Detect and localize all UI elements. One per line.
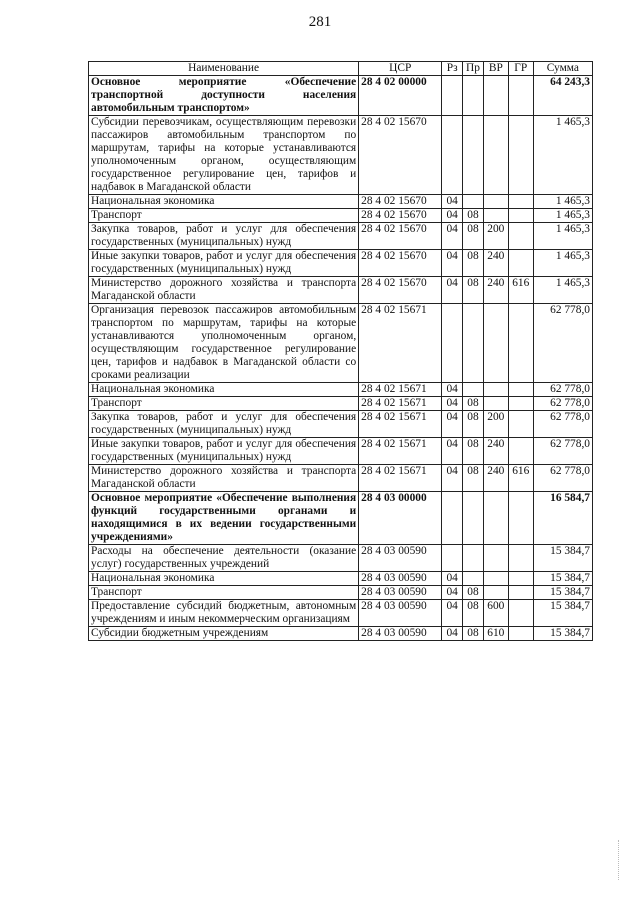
row-pr-cell: 08 — [463, 600, 484, 627]
row-csr-cell: 28 4 02 15670 — [359, 195, 442, 209]
row-name-cell: Организация перевозок пассажиров автомобильным транспортом по маршрутам, тарифы на которые устанавливаются уполномоченным органом, осуществляющим государственное регулирование цен, тарифов и надбавок в Магаданской области со сроками реализации — [89, 304, 359, 383]
header-sum: Сумма — [533, 62, 592, 76]
row-name-cell: Субсидии перевозчикам, осуществляющим перевозки пассажиров автомобильным транспортом по маршрутам, тарифы на которые устанавливаются уполномоченным органом, осуществляющим государственное регулирование цен, тарифов и надбавок в Магаданской области — [89, 116, 359, 195]
row-pr-cell — [463, 545, 484, 572]
row-vr-cell: 240 — [483, 438, 508, 465]
header-name: Наименование — [89, 62, 359, 76]
row-name-cell: Предоставление субсидий бюджетным, автономным учреждениям и иным некоммерческим организациям — [89, 600, 359, 627]
row-sum-cell: 15 384,7 — [533, 572, 592, 586]
row-name-cell: Национальная экономика — [89, 383, 359, 397]
row-gr-cell — [508, 116, 533, 195]
table-header-row — [89, 62, 593, 76]
header-gr: ГР — [508, 62, 533, 76]
row-sum-cell: 15 384,7 — [533, 545, 592, 572]
row-vr-cell: 240 — [483, 250, 508, 277]
row-csr-cell: 28 4 02 15671 — [359, 304, 442, 383]
row-gr-cell — [508, 572, 533, 586]
row-gr-cell — [508, 223, 533, 250]
row-pr-cell — [463, 572, 484, 586]
row-pr-cell — [463, 76, 484, 116]
row-gr-cell — [508, 209, 533, 223]
row-name-cell: Основное мероприятие «Обеспечение транспортной доступности населения автомобильным транспортом» — [89, 76, 359, 116]
row-pr-cell: 08 — [463, 397, 484, 411]
row-name-cell: Субсидии бюджетным учреждениям — [89, 627, 359, 641]
table-row — [89, 492, 593, 545]
row-gr-cell — [508, 545, 533, 572]
row-csr-cell: 28 4 03 00590 — [359, 572, 442, 586]
header-pr: Пр — [463, 62, 484, 76]
row-csr-cell: 28 4 03 00590 — [359, 586, 442, 600]
table-row — [89, 250, 593, 277]
row-csr-cell: 28 4 02 15671 — [359, 438, 442, 465]
row-pr-cell — [463, 383, 484, 397]
row-vr-cell — [483, 304, 508, 383]
row-vr-cell: 240 — [483, 465, 508, 492]
row-rz-cell: 04 — [442, 195, 463, 209]
row-csr-cell: 28 4 03 00590 — [359, 627, 442, 641]
row-vr-cell: 600 — [483, 600, 508, 627]
row-name-cell: Транспорт — [89, 586, 359, 600]
row-sum-cell: 1 465,3 — [533, 209, 592, 223]
row-sum-cell: 16 584,7 — [533, 492, 592, 545]
row-gr-cell — [508, 195, 533, 209]
row-name-cell: Основное мероприятие «Обеспечение выполнения функций государственными органами и находящимися в их ведении государственными учреждениями» — [89, 492, 359, 545]
table-body — [89, 76, 593, 641]
scan-margin-mark — [618, 840, 621, 880]
table-row — [89, 600, 593, 627]
table-row — [89, 465, 593, 492]
row-vr-cell — [483, 116, 508, 195]
row-rz-cell — [442, 116, 463, 195]
row-sum-cell: 15 384,7 — [533, 600, 592, 627]
row-gr-cell — [508, 304, 533, 383]
row-gr-cell: 616 — [508, 465, 533, 492]
row-pr-cell: 08 — [463, 250, 484, 277]
header-csr: ЦСР — [359, 62, 442, 76]
row-sum-cell: 64 243,3 — [533, 76, 592, 116]
row-name-cell: Расходы на обеспечение деятельности (оказание услуг) государственных учреждений — [89, 545, 359, 572]
row-sum-cell: 62 778,0 — [533, 438, 592, 465]
row-rz-cell — [442, 76, 463, 116]
row-name-cell: Министерство дорожного хозяйства и транспорта Магаданской области — [89, 465, 359, 492]
row-pr-cell — [463, 195, 484, 209]
row-pr-cell: 08 — [463, 586, 484, 600]
row-name-cell: Транспорт — [89, 397, 359, 411]
row-gr-cell — [508, 250, 533, 277]
row-sum-cell: 62 778,0 — [533, 397, 592, 411]
page-number: 281 — [308, 14, 332, 30]
row-vr-cell — [483, 76, 508, 116]
table-row — [89, 195, 593, 209]
row-gr-cell — [508, 586, 533, 600]
row-sum-cell: 15 384,7 — [533, 586, 592, 600]
row-csr-cell: 28 4 03 00590 — [359, 600, 442, 627]
row-csr-cell: 28 4 02 15670 — [359, 116, 442, 195]
table-row — [89, 223, 593, 250]
row-name-cell: Иные закупки товаров, работ и услуг для обеспечения государственных (муниципальных) нужд — [89, 438, 359, 465]
row-csr-cell: 28 4 03 00000 — [359, 492, 442, 545]
row-gr-cell: 616 — [508, 277, 533, 304]
row-rz-cell: 04 — [442, 209, 463, 223]
table-row — [89, 411, 593, 438]
row-sum-cell: 62 778,0 — [533, 465, 592, 492]
row-csr-cell: 28 4 02 15671 — [359, 383, 442, 397]
row-gr-cell — [508, 411, 533, 438]
row-vr-cell: 200 — [483, 411, 508, 438]
row-vr-cell — [483, 397, 508, 411]
row-vr-cell — [483, 383, 508, 397]
row-vr-cell: 200 — [483, 223, 508, 250]
row-sum-cell: 1 465,3 — [533, 116, 592, 195]
row-name-cell: Национальная экономика — [89, 195, 359, 209]
table-row — [89, 383, 593, 397]
row-rz-cell: 04 — [442, 383, 463, 397]
header-rz: Рз — [442, 62, 463, 76]
row-name-cell: Министерство дорожного хозяйства и транспорта Магаданской области — [89, 277, 359, 304]
row-rz-cell: 04 — [442, 250, 463, 277]
table-row — [89, 116, 593, 195]
row-vr-cell — [483, 492, 508, 545]
row-name-cell: Иные закупки товаров, работ и услуг для обеспечения государственных (муниципальных) нужд — [89, 250, 359, 277]
row-csr-cell: 28 4 03 00590 — [359, 545, 442, 572]
row-pr-cell: 08 — [463, 438, 484, 465]
row-rz-cell: 04 — [442, 465, 463, 492]
row-name-cell: Национальная экономика — [89, 572, 359, 586]
row-rz-cell: 04 — [442, 586, 463, 600]
budget-table — [88, 61, 593, 641]
row-gr-cell — [508, 383, 533, 397]
table-row — [89, 586, 593, 600]
row-gr-cell — [508, 397, 533, 411]
table-row — [89, 277, 593, 304]
table-row — [89, 76, 593, 116]
row-rz-cell: 04 — [442, 411, 463, 438]
row-name-cell: Закупка товаров, работ и услуг для обеспечения государственных (муниципальных) нужд — [89, 411, 359, 438]
row-sum-cell: 1 465,3 — [533, 277, 592, 304]
row-sum-cell: 1 465,3 — [533, 250, 592, 277]
row-vr-cell — [483, 545, 508, 572]
row-pr-cell: 08 — [463, 277, 484, 304]
row-rz-cell — [442, 492, 463, 545]
row-pr-cell: 08 — [463, 209, 484, 223]
row-csr-cell: 28 4 02 15671 — [359, 465, 442, 492]
table-row — [89, 304, 593, 383]
header-vr: ВР — [483, 62, 508, 76]
row-pr-cell: 08 — [463, 411, 484, 438]
table-row — [89, 209, 593, 223]
row-rz-cell: 04 — [442, 600, 463, 627]
row-sum-cell: 62 778,0 — [533, 383, 592, 397]
row-name-cell: Транспорт — [89, 209, 359, 223]
row-rz-cell — [442, 304, 463, 383]
row-rz-cell: 04 — [442, 277, 463, 304]
row-vr-cell: 610 — [483, 627, 508, 641]
row-pr-cell: 08 — [463, 465, 484, 492]
table-row — [89, 545, 593, 572]
row-sum-cell: 62 778,0 — [533, 304, 592, 383]
row-rz-cell: 04 — [442, 438, 463, 465]
row-sum-cell: 15 384,7 — [533, 627, 592, 641]
row-sum-cell: 62 778,0 — [533, 411, 592, 438]
row-csr-cell: 28 4 02 15670 — [359, 250, 442, 277]
row-vr-cell: 240 — [483, 277, 508, 304]
row-gr-cell — [508, 627, 533, 641]
row-rz-cell: 04 — [442, 627, 463, 641]
row-gr-cell — [508, 600, 533, 627]
row-pr-cell: 08 — [463, 627, 484, 641]
row-csr-cell: 28 4 02 15670 — [359, 223, 442, 250]
row-csr-cell: 28 4 02 15670 — [359, 209, 442, 223]
row-gr-cell — [508, 76, 533, 116]
row-pr-cell — [463, 304, 484, 383]
row-rz-cell — [442, 545, 463, 572]
table-row — [89, 627, 593, 641]
table-row — [89, 572, 593, 586]
row-pr-cell — [463, 492, 484, 545]
row-vr-cell — [483, 195, 508, 209]
row-sum-cell: 1 465,3 — [533, 223, 592, 250]
row-sum-cell: 1 465,3 — [533, 195, 592, 209]
row-name-cell: Закупка товаров, работ и услуг для обеспечения государственных (муниципальных) нужд — [89, 223, 359, 250]
row-rz-cell: 04 — [442, 572, 463, 586]
row-csr-cell: 28 4 02 15671 — [359, 411, 442, 438]
row-rz-cell: 04 — [442, 397, 463, 411]
row-gr-cell — [508, 492, 533, 545]
row-csr-cell: 28 4 02 15671 — [359, 397, 442, 411]
row-csr-cell: 28 4 02 15670 — [359, 277, 442, 304]
table-row — [89, 438, 593, 465]
row-csr-cell: 28 4 02 00000 — [359, 76, 442, 116]
row-pr-cell: 08 — [463, 223, 484, 250]
row-pr-cell — [463, 116, 484, 195]
row-vr-cell — [483, 586, 508, 600]
row-rz-cell: 04 — [442, 223, 463, 250]
row-vr-cell — [483, 209, 508, 223]
row-gr-cell — [508, 438, 533, 465]
table-row — [89, 397, 593, 411]
row-vr-cell — [483, 572, 508, 586]
